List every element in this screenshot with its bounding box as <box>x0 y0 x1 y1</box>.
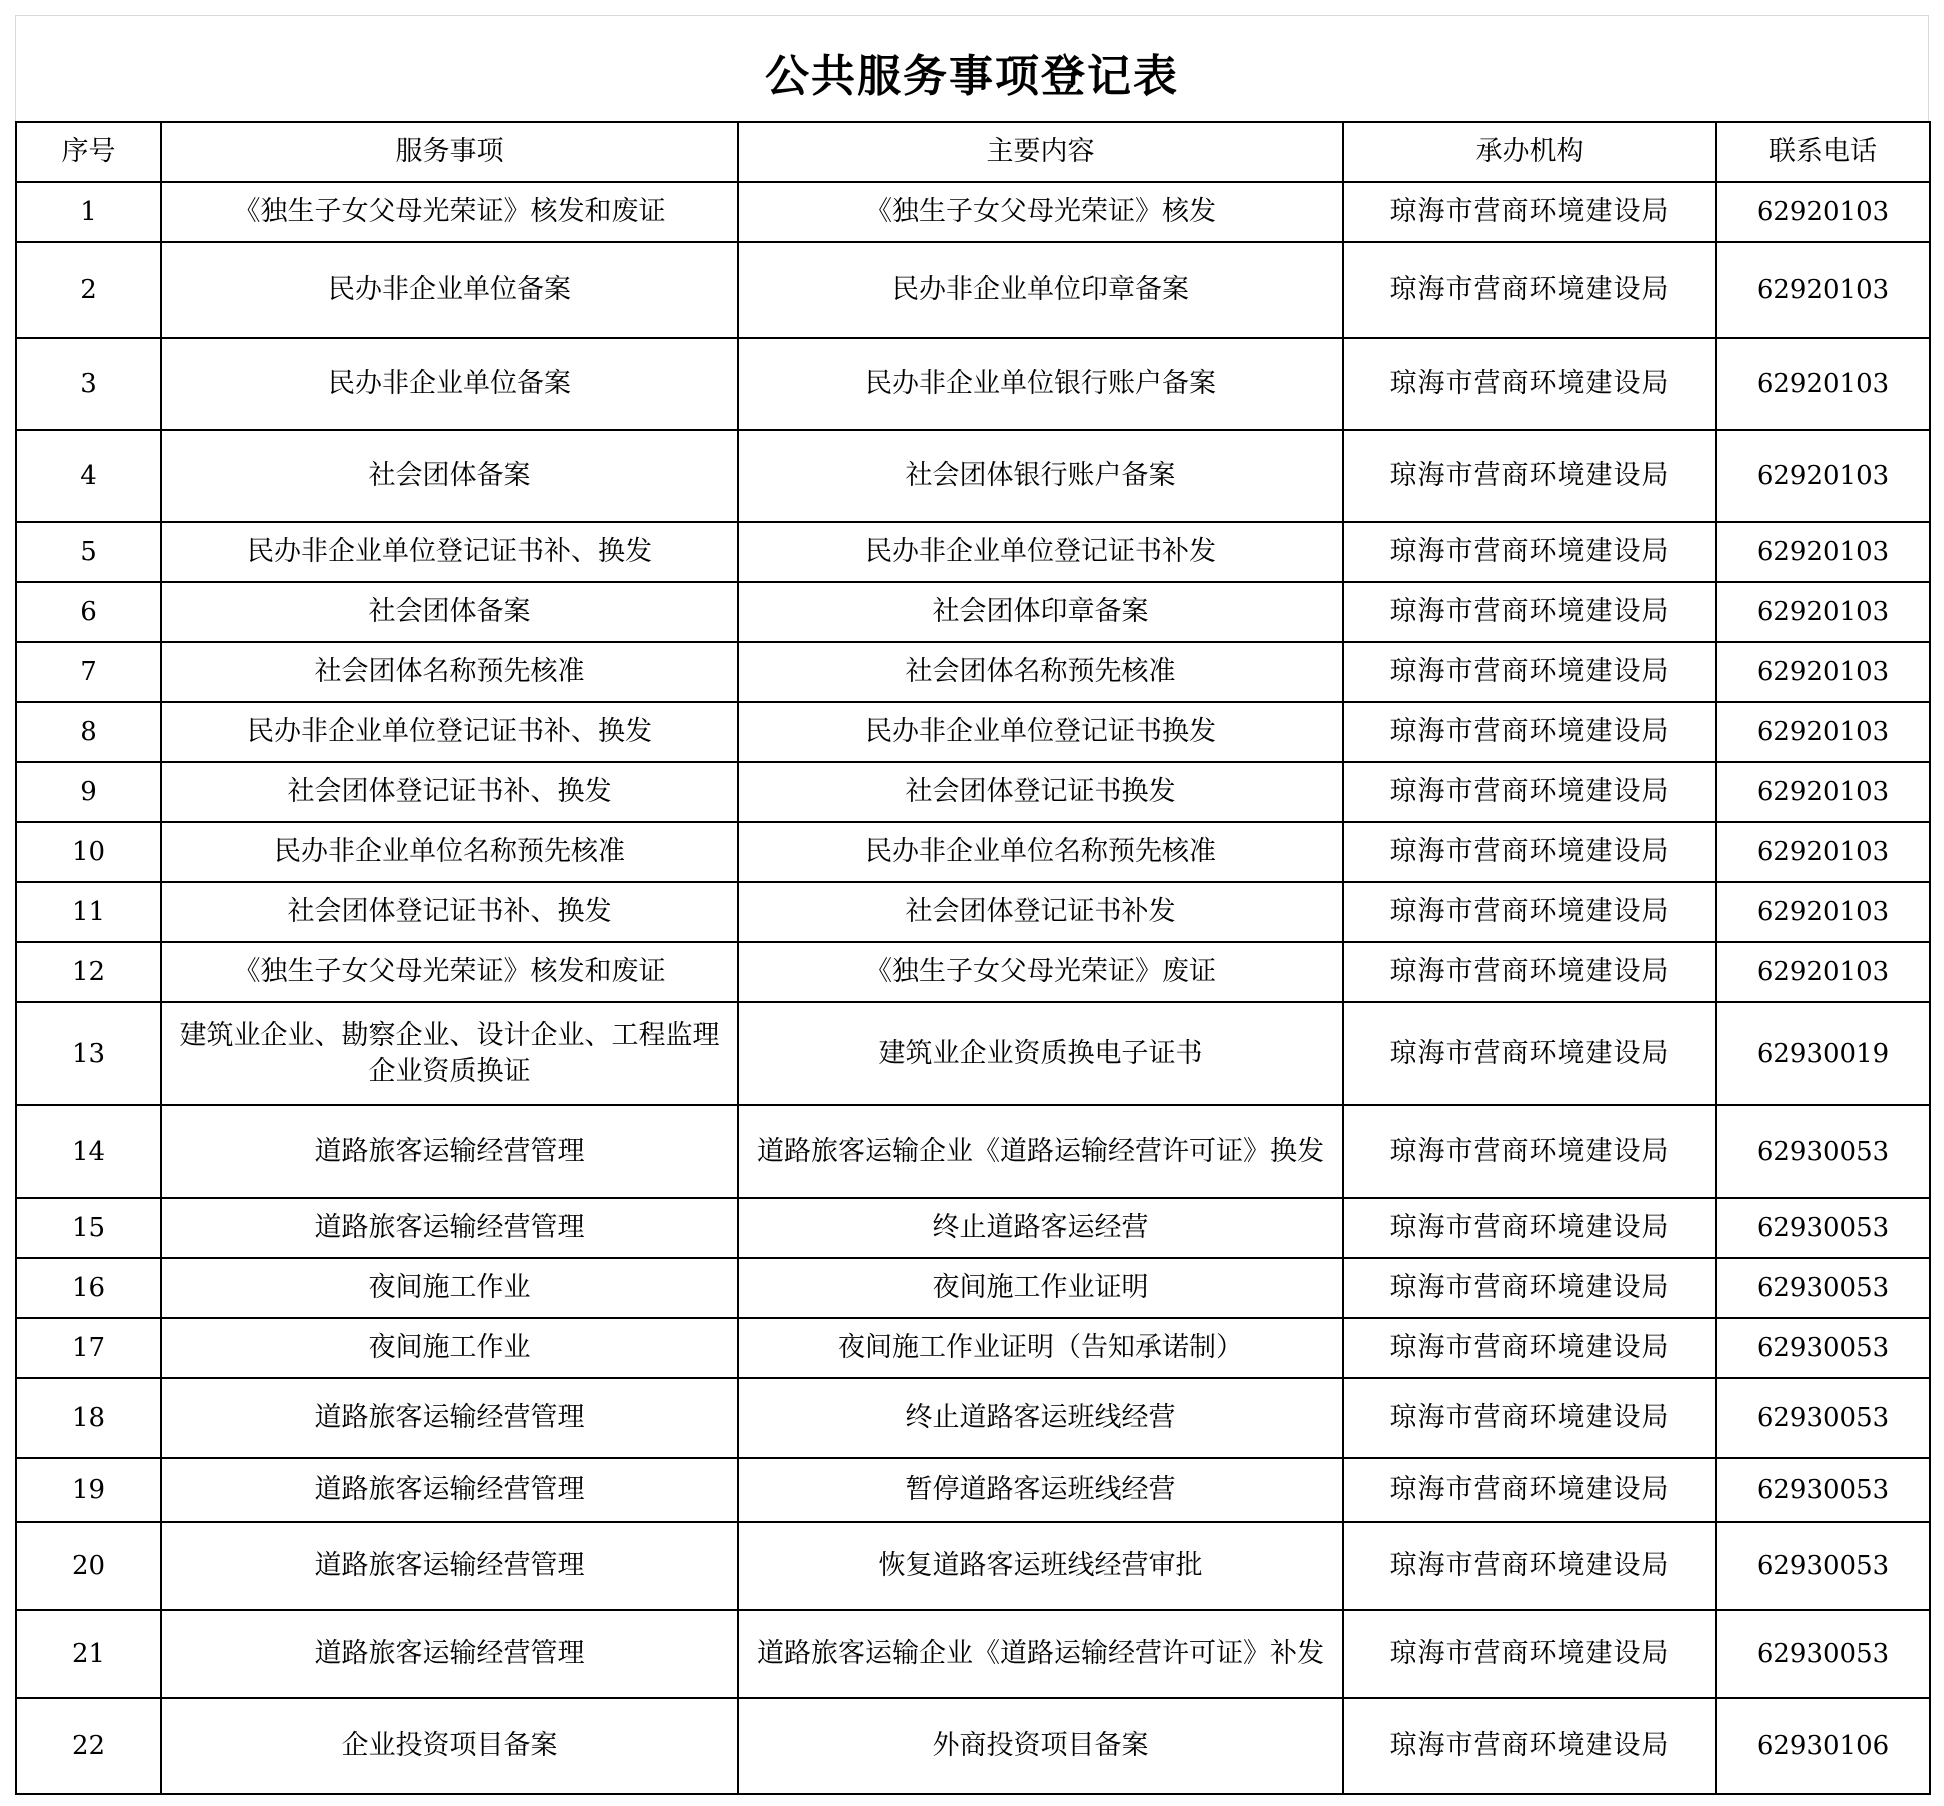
row-item: 社会团体备案 <box>161 430 738 522</box>
row-agency: 琼海市营商环境建设局 <box>1343 1522 1716 1610</box>
row-content: 夜间施工作业证明 <box>738 1258 1343 1318</box>
row-no: 3 <box>16 338 161 430</box>
row-phone: 62920103 <box>1716 942 1930 1002</box>
row-agency: 琼海市营商环境建设局 <box>1343 182 1716 242</box>
row-content: 外商投资项目备案 <box>738 1698 1343 1794</box>
table-row <box>16 702 1930 762</box>
row-agency: 琼海市营商环境建设局 <box>1343 1698 1716 1794</box>
row-no: 19 <box>16 1458 161 1522</box>
row-item: 企业投资项目备案 <box>161 1698 738 1794</box>
row-content: 恢复道路客运班线经营审批 <box>738 1522 1343 1610</box>
row-item: 道路旅客运输经营管理 <box>161 1610 738 1698</box>
table-row <box>16 762 1930 822</box>
row-no: 15 <box>16 1198 161 1258</box>
row-no: 12 <box>16 942 161 1002</box>
row-phone: 62930053 <box>1716 1105 1930 1198</box>
row-phone: 62920103 <box>1716 822 1930 882</box>
row-agency: 琼海市营商环境建设局 <box>1343 642 1716 702</box>
row-phone: 62920103 <box>1716 762 1930 822</box>
row-item: 民办非企业单位登记证书补、换发 <box>161 522 738 582</box>
row-item: 《独生子女父母光荣证》核发和废证 <box>161 182 738 242</box>
row-item: 道路旅客运输经营管理 <box>161 1198 738 1258</box>
row-phone: 62920103 <box>1716 182 1930 242</box>
row-agency: 琼海市营商环境建设局 <box>1343 1378 1716 1458</box>
row-agency: 琼海市营商环境建设局 <box>1343 522 1716 582</box>
row-no: 16 <box>16 1258 161 1318</box>
row-item: 夜间施工作业 <box>161 1258 738 1318</box>
row-agency: 琼海市营商环境建设局 <box>1343 242 1716 338</box>
row-content: 道路旅客运输企业《道路运输经营许可证》换发 <box>738 1105 1343 1198</box>
row-no: 5 <box>16 522 161 582</box>
row-no: 10 <box>16 822 161 882</box>
row-content: 终止道路客运经营 <box>738 1198 1343 1258</box>
header-phone: 联系电话 <box>1716 122 1930 182</box>
table-row <box>16 1258 1930 1318</box>
row-no: 4 <box>16 430 161 522</box>
row-no: 14 <box>16 1105 161 1198</box>
row-content: 暂停道路客运班线经营 <box>738 1458 1343 1522</box>
row-content: 道路旅客运输企业《道路运输经营许可证》补发 <box>738 1610 1343 1698</box>
row-phone: 62920103 <box>1716 242 1930 338</box>
row-content: 社会团体名称预先核准 <box>738 642 1343 702</box>
row-phone: 62920103 <box>1716 702 1930 762</box>
table-row <box>16 522 1930 582</box>
table-row <box>16 1318 1930 1378</box>
row-phone: 62930053 <box>1716 1522 1930 1610</box>
header-row <box>16 122 1930 182</box>
row-content: 民办非企业单位银行账户备案 <box>738 338 1343 430</box>
row-phone: 62930053 <box>1716 1258 1930 1318</box>
row-item: 社会团体名称预先核准 <box>161 642 738 702</box>
row-content: 民办非企业单位登记证书换发 <box>738 702 1343 762</box>
row-no: 21 <box>16 1610 161 1698</box>
row-item: 《独生子女父母光荣证》核发和废证 <box>161 942 738 1002</box>
table-row <box>16 242 1930 338</box>
row-item: 建筑业企业、勘察企业、设计企业、工程监理企业资质换证 <box>161 1002 738 1105</box>
table-row <box>16 642 1930 702</box>
row-content: 社会团体印章备案 <box>738 582 1343 642</box>
row-no: 6 <box>16 582 161 642</box>
row-item: 社会团体登记证书补、换发 <box>161 762 738 822</box>
table-row <box>16 882 1930 942</box>
header-agency: 承办机构 <box>1343 122 1716 182</box>
row-item: 道路旅客运输经营管理 <box>161 1378 738 1458</box>
page-title: 公共服务事项登记表 <box>765 50 1179 102</box>
row-item: 民办非企业单位名称预先核准 <box>161 822 738 882</box>
table-row <box>16 338 1930 430</box>
table-row <box>16 822 1930 882</box>
row-agency: 琼海市营商环境建设局 <box>1343 338 1716 430</box>
row-agency: 琼海市营商环境建设局 <box>1343 702 1716 762</box>
row-phone: 62920103 <box>1716 522 1930 582</box>
row-no: 7 <box>16 642 161 702</box>
row-item: 民办非企业单位备案 <box>161 338 738 430</box>
row-agency: 琼海市营商环境建设局 <box>1343 430 1716 522</box>
table-row <box>16 1522 1930 1610</box>
row-item: 夜间施工作业 <box>161 1318 738 1378</box>
row-content: 社会团体银行账户备案 <box>738 430 1343 522</box>
row-no: 13 <box>16 1002 161 1105</box>
row-content: 《独生子女父母光荣证》废证 <box>738 942 1343 1002</box>
table-row <box>16 1002 1930 1105</box>
header-no: 序号 <box>16 122 161 182</box>
row-content: 民办非企业单位名称预先核准 <box>738 822 1343 882</box>
row-agency: 琼海市营商环境建设局 <box>1343 1002 1716 1105</box>
row-agency: 琼海市营商环境建设局 <box>1343 882 1716 942</box>
row-content: 民办非企业单位登记证书补发 <box>738 522 1343 582</box>
row-phone: 62930106 <box>1716 1698 1930 1794</box>
row-content: 社会团体登记证书补发 <box>738 882 1343 942</box>
table-row <box>16 182 1930 242</box>
table-row <box>16 1698 1930 1794</box>
registration-sheet <box>15 15 1929 1795</box>
row-agency: 琼海市营商环境建设局 <box>1343 1458 1716 1522</box>
row-phone: 62920103 <box>1716 642 1930 702</box>
row-no: 1 <box>16 182 161 242</box>
row-agency: 琼海市营商环境建设局 <box>1343 582 1716 642</box>
table-row <box>16 1198 1930 1258</box>
row-phone: 62920103 <box>1716 582 1930 642</box>
table-row <box>16 582 1930 642</box>
row-item: 道路旅客运输经营管理 <box>161 1522 738 1610</box>
row-item: 道路旅客运输经营管理 <box>161 1458 738 1522</box>
row-agency: 琼海市营商环境建设局 <box>1343 822 1716 882</box>
row-item: 社会团体备案 <box>161 582 738 642</box>
table-row <box>16 1105 1930 1198</box>
row-item: 民办非企业单位备案 <box>161 242 738 338</box>
row-phone: 62930053 <box>1716 1458 1930 1522</box>
row-phone: 62930053 <box>1716 1318 1930 1378</box>
row-item: 道路旅客运输经营管理 <box>161 1105 738 1198</box>
row-no: 2 <box>16 242 161 338</box>
table-row <box>16 430 1930 522</box>
row-agency: 琼海市营商环境建设局 <box>1343 1198 1716 1258</box>
row-phone: 62920103 <box>1716 430 1930 522</box>
row-phone: 62930053 <box>1716 1198 1930 1258</box>
header-main-content: 主要内容 <box>738 122 1343 182</box>
row-item: 社会团体登记证书补、换发 <box>161 882 738 942</box>
row-no: 18 <box>16 1378 161 1458</box>
row-content: 《独生子女父母光荣证》核发 <box>738 182 1343 242</box>
row-no: 9 <box>16 762 161 822</box>
title-bar <box>15 15 1929 121</box>
row-no: 11 <box>16 882 161 942</box>
table-row <box>16 1610 1930 1698</box>
row-content: 社会团体登记证书换发 <box>738 762 1343 822</box>
row-phone: 62920103 <box>1716 882 1930 942</box>
row-phone: 62930053 <box>1716 1610 1930 1698</box>
service-table <box>15 121 1931 1795</box>
row-phone: 62930019 <box>1716 1002 1930 1105</box>
row-content: 建筑业企业资质换电子证书 <box>738 1002 1343 1105</box>
row-agency: 琼海市营商环境建设局 <box>1343 1610 1716 1698</box>
row-content: 夜间施工作业证明（告知承诺制） <box>738 1318 1343 1378</box>
row-item: 民办非企业单位登记证书补、换发 <box>161 702 738 762</box>
row-no: 8 <box>16 702 161 762</box>
row-agency: 琼海市营商环境建设局 <box>1343 762 1716 822</box>
row-content: 民办非企业单位印章备案 <box>738 242 1343 338</box>
header-service-item: 服务事项 <box>161 122 738 182</box>
row-phone: 62930053 <box>1716 1378 1930 1458</box>
table-row <box>16 1378 1930 1458</box>
row-agency: 琼海市营商环境建设局 <box>1343 1258 1716 1318</box>
row-content: 终止道路客运班线经营 <box>738 1378 1343 1458</box>
table-row <box>16 1458 1930 1522</box>
row-agency: 琼海市营商环境建设局 <box>1343 1318 1716 1378</box>
row-no: 17 <box>16 1318 161 1378</box>
row-no: 22 <box>16 1698 161 1794</box>
row-agency: 琼海市营商环境建设局 <box>1343 1105 1716 1198</box>
row-phone: 62920103 <box>1716 338 1930 430</box>
row-no: 20 <box>16 1522 161 1610</box>
table-row <box>16 942 1930 1002</box>
row-agency: 琼海市营商环境建设局 <box>1343 942 1716 1002</box>
